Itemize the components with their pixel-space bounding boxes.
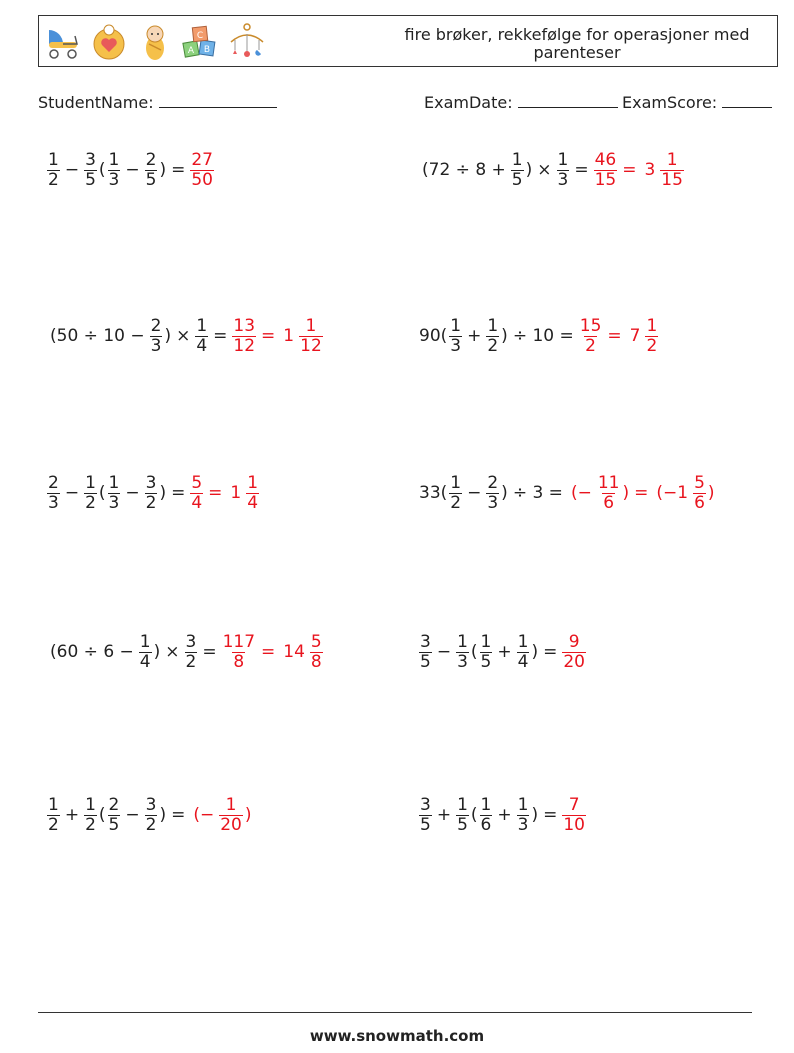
answer-fraction: [562, 633, 586, 672]
operator-text: −: [125, 483, 140, 503]
answer-fraction: [579, 317, 603, 356]
operator-text: =: [543, 805, 558, 825]
fraction: [108, 796, 121, 835]
denominator: 4: [139, 651, 151, 672]
numerator: 46: [594, 149, 617, 170]
baby-mobile-icon: [227, 22, 267, 62]
footer-site: www.snowmath.com: [309, 1027, 485, 1045]
denominator: 2: [145, 814, 157, 835]
operator-text: +: [467, 326, 482, 346]
numerator: 27: [191, 149, 213, 170]
denominator: 4: [517, 651, 529, 672]
denominator: 6: [480, 814, 492, 835]
fraction: [47, 796, 60, 835]
numerator: 2: [108, 794, 120, 815]
student-name-field[interactable]: [38, 93, 277, 112]
numerator: 3: [420, 631, 431, 652]
answer-fraction: [693, 474, 706, 513]
denominator: 4: [196, 335, 208, 356]
student-name-blank[interactable]: [159, 93, 277, 108]
operator-text: =: [213, 326, 228, 346]
operator-text: (: [98, 483, 106, 503]
denominator: 5: [480, 651, 492, 672]
answer-text: (−: [570, 483, 592, 503]
problem-4: [418, 306, 659, 366]
denominator: 5: [145, 169, 157, 190]
answer-text: 1: [230, 483, 242, 503]
denominator: 20: [563, 651, 585, 672]
denominator: 4: [191, 492, 203, 513]
fraction: [84, 151, 97, 190]
operator-text: −: [436, 642, 452, 662]
operator-text: 90(: [419, 326, 448, 346]
numerator: 1: [225, 794, 237, 815]
operator-text: =: [202, 642, 217, 662]
denominator: 8: [233, 651, 245, 672]
numerator: 1: [450, 315, 462, 336]
fraction: [47, 151, 60, 190]
numerator: 3: [420, 794, 431, 815]
answer-fraction: [190, 151, 214, 190]
denominator: 6: [694, 492, 705, 513]
denominator: 3: [517, 814, 529, 835]
answer-fraction: [660, 151, 684, 190]
answer-text: ): [622, 483, 630, 503]
numerator: 1: [305, 315, 317, 336]
exam-date-field[interactable]: [424, 93, 618, 112]
fraction: [517, 796, 530, 835]
operator-text: −: [467, 483, 482, 503]
numerator: 1: [85, 794, 96, 815]
fraction: [84, 474, 97, 513]
baby-bib-icon: [89, 22, 129, 62]
denominator: 50: [191, 169, 213, 190]
numerator: 1: [48, 794, 59, 815]
denominator: 2: [48, 169, 59, 190]
denominator: 3: [108, 169, 120, 190]
problem-2: [418, 140, 685, 200]
numerator: 1: [450, 472, 462, 493]
answer-text: =: [261, 642, 276, 662]
numerator: 1: [457, 794, 468, 815]
operator-text: +: [497, 642, 512, 662]
denominator: 10: [563, 814, 585, 835]
operator-text: (: [470, 642, 478, 662]
numerator: 1: [85, 472, 96, 493]
denominator: 3: [557, 169, 569, 190]
answer-text: =: [622, 160, 637, 180]
operator-text: +: [497, 805, 512, 825]
fraction: [84, 796, 97, 835]
fraction: [449, 317, 462, 356]
fraction: [557, 151, 570, 190]
denominator: 12: [300, 335, 322, 356]
numerator: 2: [48, 472, 59, 493]
svg-text:A: A: [187, 46, 195, 56]
operator-text: ÷ 10 =: [512, 326, 574, 346]
denominator: 15: [661, 169, 683, 190]
numerator: 2: [145, 149, 157, 170]
denominator: 3: [487, 492, 499, 513]
fraction: [108, 151, 121, 190]
answer-fraction: [219, 796, 243, 835]
numerator: 1: [517, 794, 529, 815]
numerator: 5: [191, 472, 203, 493]
fraction: [108, 474, 121, 513]
operator-text: ): [159, 805, 167, 825]
denominator: 3: [150, 335, 162, 356]
numerator: 1: [108, 472, 120, 493]
swaddled-baby-icon: [135, 22, 175, 62]
denominator: 5: [108, 814, 120, 835]
operator-text: ÷ 3 =: [512, 483, 563, 503]
numerator: 13: [233, 315, 256, 336]
answer-text: 7: [629, 326, 641, 346]
denominator: 5: [420, 651, 431, 672]
numerator: 1: [666, 149, 678, 170]
fraction: [145, 796, 158, 835]
fraction: [419, 796, 432, 835]
operator-text: =: [171, 483, 186, 503]
answer-text: =: [208, 483, 223, 503]
answer-text: 14: [283, 642, 305, 662]
answer-text: =: [261, 326, 276, 346]
denominator: 5: [511, 169, 523, 190]
denominator: 12: [233, 335, 256, 356]
numerator: 11: [597, 472, 620, 493]
operator-text: ×: [176, 326, 191, 346]
denominator: 2: [145, 492, 157, 513]
numerator: 117: [222, 631, 256, 652]
operator-text: (60 ÷ 6 −: [50, 642, 134, 662]
numerator: 1: [517, 631, 529, 652]
answer-text: ): [707, 483, 715, 503]
operator-text: ×: [537, 160, 552, 180]
operator-text: ): [153, 642, 161, 662]
fraction: [145, 474, 158, 513]
numerator: 1: [511, 149, 523, 170]
answer-text: 3: [644, 160, 656, 180]
fraction: [480, 796, 493, 835]
answer-text: 1: [283, 326, 295, 346]
denominator: 20: [220, 814, 242, 835]
numerator: 3: [145, 472, 157, 493]
operator-text: 33(: [419, 483, 448, 503]
answer-text: ): [244, 805, 252, 825]
denominator: 2: [48, 814, 59, 835]
answer-fraction: [222, 633, 256, 672]
problem-7: [46, 622, 324, 682]
numerator: 1: [247, 472, 259, 493]
denominator: 2: [646, 335, 658, 356]
answer-fraction: [645, 317, 658, 356]
numerator: 3: [85, 149, 96, 170]
operator-text: (: [98, 160, 106, 180]
fraction: [517, 633, 530, 672]
svg-text:B: B: [203, 45, 211, 55]
numerator: 7: [568, 794, 580, 815]
operator-text: −: [64, 160, 80, 180]
denominator: 5: [457, 814, 468, 835]
denominator: 6: [603, 492, 615, 513]
fraction: [150, 317, 163, 356]
operator-text: −: [64, 483, 80, 503]
operator-text: ): [501, 483, 508, 503]
exam-score-label: ExamScore:: [622, 93, 718, 112]
fraction: [449, 474, 462, 513]
operator-text: +: [436, 805, 452, 825]
fraction: [185, 633, 198, 672]
svg-text:C: C: [196, 31, 204, 41]
denominator: 2: [585, 335, 596, 356]
operator-text: −: [125, 805, 140, 825]
fraction: [419, 633, 432, 672]
fraction: [480, 633, 493, 672]
denominator: 4: [247, 492, 259, 513]
numerator: 1: [646, 315, 658, 336]
answer-fraction: [562, 796, 586, 835]
numerator: 2: [150, 315, 162, 336]
numerator: 1: [139, 631, 151, 652]
operator-text: ): [501, 326, 508, 346]
denominator: 2: [85, 814, 96, 835]
numerator: 1: [457, 631, 468, 652]
answer-text: =: [607, 326, 622, 346]
denominator: 2: [487, 335, 499, 356]
denominator: 3: [450, 335, 462, 356]
problem-1: [46, 140, 215, 200]
numerator: 1: [557, 149, 569, 170]
numerator: 1: [480, 794, 492, 815]
operator-text: +: [64, 805, 80, 825]
denominator: 2: [85, 492, 96, 513]
denominator: 15: [594, 169, 617, 190]
numerator: 1: [196, 315, 208, 336]
exam-date-label: ExamDate:: [424, 93, 513, 112]
fraction: [456, 633, 469, 672]
fraction: [195, 317, 208, 356]
operator-text: −: [125, 160, 140, 180]
numerator: 3: [185, 631, 197, 652]
denominator: 5: [420, 814, 431, 835]
footer-divider: [38, 1012, 752, 1013]
numerator: 1: [108, 149, 120, 170]
exam-score-field[interactable]: [622, 93, 772, 112]
answer-fraction: [594, 151, 618, 190]
operator-text: =: [171, 805, 186, 825]
student-name-label: StudentName:: [38, 93, 154, 112]
exam-date-blank[interactable]: [518, 93, 618, 108]
denominator: 3: [48, 492, 59, 513]
operator-text: ): [164, 326, 172, 346]
problem-8: [418, 622, 587, 682]
operator-text: ×: [165, 642, 180, 662]
answer-fraction: [310, 633, 323, 672]
fraction: [511, 151, 524, 190]
denominator: 5: [85, 169, 96, 190]
answer-fraction: [246, 474, 259, 513]
operator-text: (: [98, 805, 106, 825]
numerator: 2: [487, 472, 499, 493]
operator-text: =: [543, 642, 558, 662]
answer-fraction: [190, 474, 203, 513]
answer-text: =: [634, 483, 649, 503]
worksheet-title: fire brøker, rekkefølge for operasjoner med parenteser: [404, 25, 750, 62]
numerator: 1: [480, 631, 492, 652]
operator-text: ): [531, 642, 539, 662]
header-icons: [43, 20, 267, 64]
abc-blocks-icon: [181, 22, 221, 62]
numerator: 15: [579, 315, 602, 336]
operator-text: =: [574, 160, 589, 180]
denominator: 8: [310, 651, 322, 672]
answer-fraction: [597, 474, 621, 513]
operator-text: (50 ÷ 10 −: [50, 326, 145, 346]
numerator: 5: [310, 631, 322, 652]
worksheet-header: [38, 15, 778, 67]
fraction: [145, 151, 158, 190]
problem-6: [418, 463, 716, 523]
exam-score-blank[interactable]: [722, 93, 772, 108]
numerator: 5: [694, 472, 705, 493]
operator-text: =: [171, 160, 186, 180]
operator-text: ): [159, 483, 167, 503]
denominator: 2: [450, 492, 462, 513]
operator-text: ): [531, 805, 539, 825]
fraction: [456, 796, 469, 835]
denominator: 3: [108, 492, 120, 513]
baby-carriage-icon: [43, 22, 83, 62]
fraction: [139, 633, 152, 672]
answer-fraction: [232, 317, 256, 356]
numerator: 3: [145, 794, 157, 815]
numerator: 1: [487, 315, 499, 336]
fraction: [486, 474, 499, 513]
problem-5: [46, 463, 260, 523]
problem-9: [46, 785, 253, 845]
problem-10: [418, 785, 587, 845]
denominator: 3: [457, 651, 468, 672]
denominator: 2: [185, 651, 197, 672]
fraction: [486, 317, 499, 356]
operator-text: (: [470, 805, 478, 825]
answer-text: (−1: [656, 483, 689, 503]
answer-fraction: [299, 317, 323, 356]
problem-3: [46, 306, 324, 366]
operator-text: ): [525, 160, 533, 180]
operator-text: ): [159, 160, 167, 180]
numerator: 1: [48, 149, 59, 170]
numerator: 9: [568, 631, 580, 652]
operator-text: (72 ÷ 8 +: [422, 160, 506, 180]
answer-text: (−: [193, 805, 215, 825]
fraction: [47, 474, 60, 513]
